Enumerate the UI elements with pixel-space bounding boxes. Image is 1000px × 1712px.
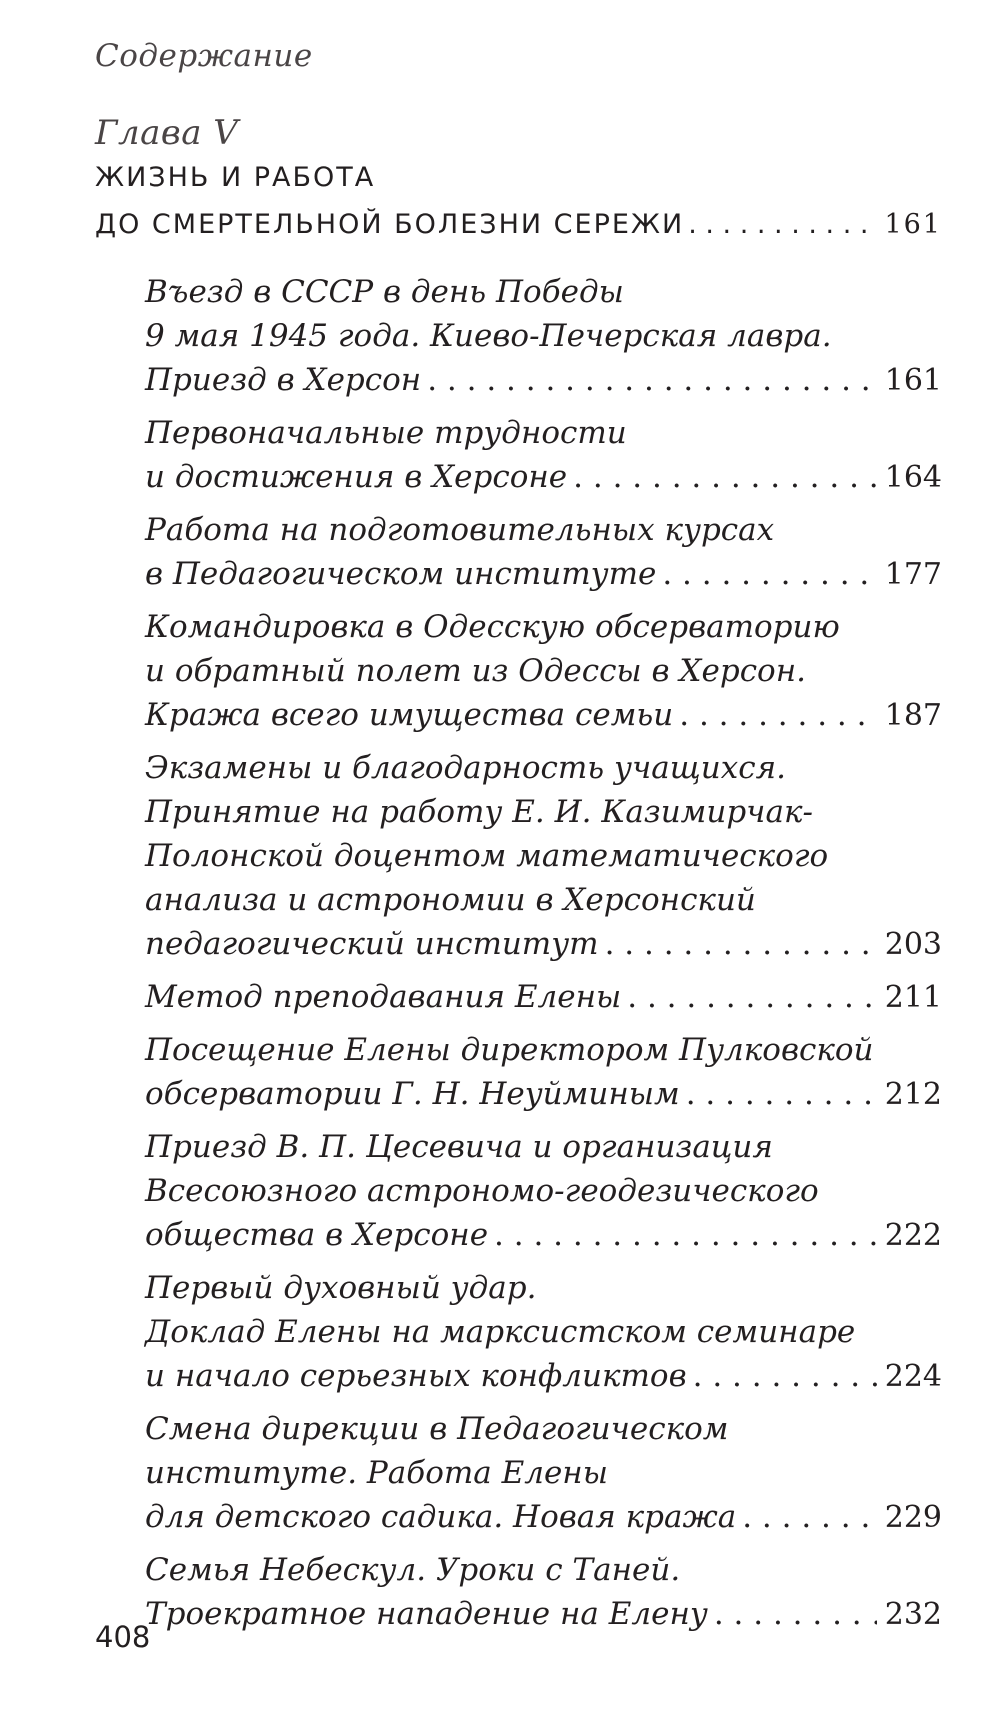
toc-entry-last-line [145,1495,942,1540]
toc-entry[interactable] [145,1266,942,1399]
toc-entry-line: анализа и астрономии в Херсонский [145,882,756,918]
toc-entry-page-number: 187 [884,698,942,733]
dot-leader [742,1495,877,1539]
toc-entry-page-number: 203 [884,927,942,962]
toc-entry-last-line [145,693,942,738]
toc-entry-title-end: Троекратное нападение на Елену [145,1596,708,1632]
toc-entry-line: Полонской доцентом математического [145,838,829,874]
dot-leader [605,922,877,966]
toc-entry-last-line [145,1213,942,1258]
toc-entry-line: Приезд В. П. Цесевича и организация [145,1129,773,1165]
toc-entry-last-line [145,552,942,597]
dot-leader [688,209,878,240]
toc-entry-page-number: 212 [884,1077,942,1112]
page-folio: 408 [95,1620,151,1654]
dot-leader [686,1072,877,1116]
toc-entry-line: Всесоюзного астрономо-геодезического [145,1173,819,1209]
dot-leader [693,1354,877,1398]
toc-entry-line: Семья Небескул. Уроки с Таней. [145,1552,681,1588]
chapter-title-text: ДО СМЕРТЕЛЬНОЙ БОЛЕЗНИ СЕРЕЖИ [95,209,685,240]
toc-entry[interactable] [145,746,942,967]
toc-entry-last-line [145,455,942,500]
toc-entry-title-end: Метод преподавания Елены [145,979,622,1015]
toc-entry-title-end: Кража всего имущества семьи [145,697,674,733]
toc-entry-title-end: общества в Херсоне [145,1217,489,1253]
toc-entry-page-number: 164 [884,460,942,495]
toc-entry-line: и обратный полет из Одессы в Херсон. [145,653,806,689]
chapter-title-line-2 [95,209,942,240]
toc-entry-last-line [145,1592,942,1637]
dot-leader [662,552,876,596]
running-head: Содержание [95,38,313,74]
toc-entry-line: Первоначальные трудности [145,415,627,451]
toc-entry-last-line [145,975,942,1020]
toc-entry[interactable] [145,1548,942,1637]
toc-entry-page-number: 229 [884,1500,942,1535]
toc-entry[interactable] [145,975,942,1020]
toc-entry-last-line [145,1354,942,1399]
toc-entry-page-number: 177 [884,557,942,592]
toc-entry-title-end: и достижения в Херсоне [145,459,568,495]
toc-entry[interactable] [145,411,942,500]
toc-entry-last-line [145,358,942,403]
dot-leader [573,455,877,499]
toc-entry-title-end: для детского садика. Новая кража [145,1499,737,1535]
toc-entry-title-end: и начало серьезных конфликтов [145,1358,687,1394]
chapter-page-number: 161 [884,209,942,240]
toc-entry-title-end: в Педагогическом институте [145,556,657,592]
toc-entry[interactable] [145,605,942,738]
toc-entry-line: 9 мая 1945 года. Киево-Печерская лавра. [145,318,832,354]
toc-entry-line: Доклад Елены на марксистском семинаре [145,1314,856,1350]
toc-entry-line: Смена дирекции в Педагогическом [145,1411,729,1447]
toc-entry-line: Работа на подготовительных курсах [145,512,775,548]
dot-leader [494,1213,877,1257]
toc-entry[interactable] [145,1028,942,1117]
toc-entry-title-end: Приезд в Херсон [145,362,422,398]
toc-entry-line: Экзамены и благодарность учащихся. [145,750,786,786]
toc-entry-page-number: 224 [884,1359,942,1394]
toc-entry-page-number: 232 [884,1597,942,1632]
dot-leader [714,1592,877,1636]
toc-entry[interactable] [145,508,942,597]
toc-entry-line: Командировка в Одесскую обсерваторию [145,609,840,645]
toc-entry-page-number: 222 [884,1218,942,1253]
dot-leader [627,975,877,1019]
toc-entry[interactable] [145,1125,942,1258]
toc-entry-title-end: педагогический институт [145,926,599,962]
dot-leader [427,358,877,402]
toc-entry-last-line [145,1072,942,1117]
toc-entry-line: институте. Работа Елены [145,1455,608,1491]
toc-entry-title-end: обсерватории Г. Н. Неуйминым [145,1076,680,1112]
chapter-title-line-1: ЖИЗНЬ И РАБОТА [95,162,376,193]
chapter-label: Глава V [95,113,239,153]
toc-entry-line: Посещение Елены директором Пулковской [145,1032,874,1068]
toc-entry-line: Первый духовный удар. [145,1270,537,1306]
toc-entry-last-line [145,922,942,967]
toc-entry-line: Принятие на работу Е. И. Казимирчак- [145,794,813,830]
toc-entry-line: Въезд в СССР в день Победы [145,274,624,310]
toc-entry[interactable] [145,1407,942,1540]
toc-entries [145,270,942,1645]
toc-entry-page-number: 161 [884,363,942,398]
dot-leader [679,693,876,737]
toc-entry-page-number: 211 [884,980,942,1015]
toc-entry[interactable] [145,270,942,403]
